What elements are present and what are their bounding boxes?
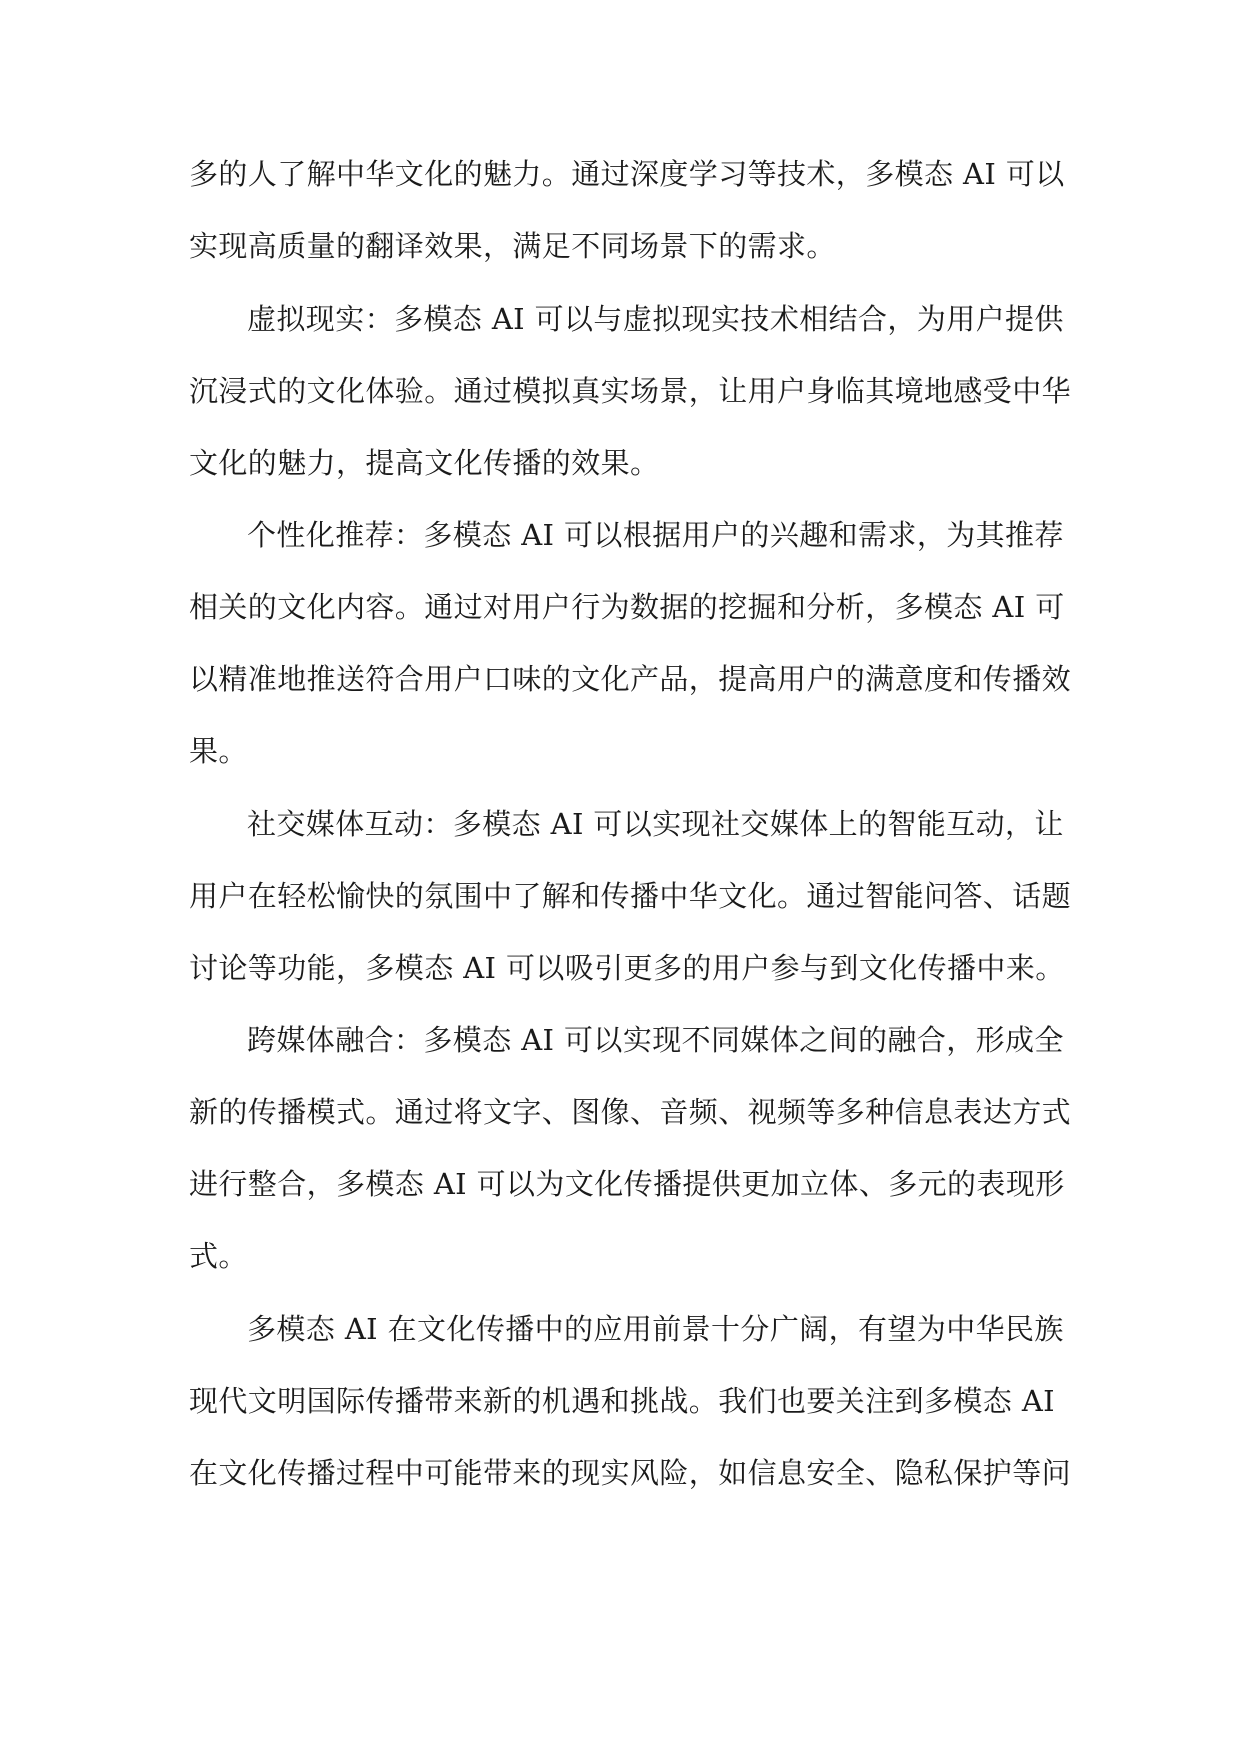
text-line: 新的传播模式。通过将文字、图像、音频、视频等多种信息表达方式 (189, 1095, 1072, 1129)
text-line: 果。 (189, 734, 248, 768)
paragraph-start-cross-media: 跨媒体融合：多模态 AI 可以实现不同媒体之间的融合，形成全 (247, 1023, 1064, 1057)
text-line: 讨论等功能，多模态 AI 可以吸引更多的用户参与到文化传播中来。 (189, 951, 1065, 985)
text-line: 文化的魅力，提高文化传播的效果。 (189, 446, 660, 480)
paragraph-start-vr: 虚拟现实：多模态 AI 可以与虚拟现实技术相结合，为用户提供 (247, 302, 1064, 336)
text-line: 进行整合，多模态 AI 可以为文化传播提供更加立体、多元的表现形 (189, 1167, 1065, 1201)
text-line: 实现高质量的翻译效果，满足不同场景下的需求。 (189, 229, 836, 263)
text-line: 现代文明国际传播带来新的机遇和挑战。我们也要关注到多模态 AI (189, 1384, 1056, 1418)
paragraph-start-outlook: 多模态 AI 在文化传播中的应用前景十分广阔，有望为中华民族 (247, 1312, 1064, 1346)
text-line: 多的人了解中华文化的魅力。通过深度学习等技术，多模态 AI 可以 (189, 157, 1065, 191)
paragraph-start-social-media: 社交媒体互动：多模态 AI 可以实现社交媒体上的智能互动，让 (247, 807, 1064, 841)
text-line: 式。 (189, 1239, 248, 1273)
text-line: 相关的文化内容。通过对用户行为数据的挖掘和分析，多模态 AI 可 (189, 590, 1065, 624)
text-line: 以精准地推送符合用户口味的文化产品，提高用户的满意度和传播效 (189, 662, 1072, 696)
text-line: 在文化传播过程中可能带来的现实风险，如信息安全、隐私保护等问 (189, 1456, 1072, 1490)
text-line: 沉浸式的文化体验。通过模拟真实场景，让用户身临其境地感受中华 (189, 374, 1072, 408)
text-line: 用户在轻松愉快的氛围中了解和传播中华文化。通过智能问答、话题 (189, 879, 1072, 913)
paragraph-start-recommendation: 个性化推荐：多模态 AI 可以根据用户的兴趣和需求，为其推荐 (247, 518, 1064, 552)
